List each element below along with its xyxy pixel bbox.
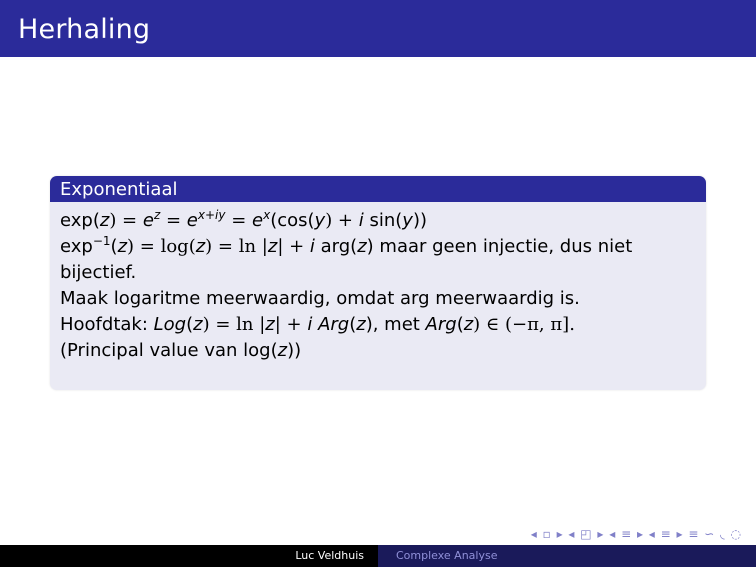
text: = [160, 210, 187, 231]
text: ) = [109, 210, 143, 231]
block-title: Exponentiaal [50, 176, 706, 202]
var: z [193, 314, 203, 335]
superscript: x+iy [197, 208, 226, 222]
text-line-6 [60, 338, 696, 364]
var: z [99, 210, 110, 231]
text: ) = ln | [205, 236, 268, 257]
text: | + [277, 236, 310, 257]
var: z [357, 236, 367, 257]
var: z [356, 314, 366, 335]
block-body [50, 202, 706, 364]
text: ( [349, 314, 357, 335]
var: Arg [425, 314, 457, 335]
text-line-4: Maak logaritme meerwaardig, omdat arg meerwaardig is. [60, 288, 580, 309]
var: z [463, 314, 474, 335]
text: | + [274, 314, 308, 335]
var: z [267, 236, 278, 257]
text: (Principal value van log( [60, 340, 278, 361]
formula-line-2 [60, 234, 696, 260]
footer-course: Complexe Analyse [378, 545, 756, 567]
var: z [277, 340, 288, 361]
text: ) + [325, 210, 359, 231]
superscript: z [153, 208, 161, 222]
text: ), met [365, 314, 426, 335]
text: )) [412, 210, 427, 231]
text: ) maar geen injectie, dus niet [366, 236, 633, 257]
formula-line-1 [60, 208, 696, 234]
var: i [307, 314, 313, 335]
var: z [195, 236, 206, 257]
var: e [252, 210, 264, 231]
text: arg( [314, 236, 358, 257]
text: sin( [363, 210, 403, 231]
text: exp( [60, 210, 100, 231]
text: ( [456, 314, 464, 335]
text: exp [60, 236, 93, 257]
text: ( [186, 314, 194, 335]
text: ) = ln | [202, 314, 266, 335]
text: ) = log( [127, 236, 196, 257]
superscript: x [263, 208, 271, 222]
superscript: −1 [92, 234, 111, 248]
var: z [117, 236, 128, 257]
text: )) [287, 340, 302, 361]
footer-author: Luc Veldhuis [0, 545, 378, 567]
text: Hoofdtak: [60, 314, 154, 335]
var: e [142, 210, 154, 231]
formula-line-5 [60, 312, 696, 338]
definition-block [50, 176, 706, 390]
var: Log [153, 314, 187, 335]
slide-title: Herhaling [18, 14, 151, 45]
text: ) ∈ (−π, π]. [473, 314, 575, 335]
var: Arg [318, 314, 350, 335]
text: = [225, 210, 252, 231]
beamer-navigation-icons[interactable]: ◂ ▫ ▸ ◂ ◰ ▸ ◂ ≡ ▸ ◂ ≡ ▸ ≡ ∽ ◟ ◌ [530, 527, 742, 541]
footer [0, 545, 756, 567]
var: i [358, 210, 364, 231]
var: i [309, 236, 315, 257]
var: y [314, 210, 326, 231]
slide-title-bar [0, 0, 756, 57]
text-line-3: bijectief. [60, 262, 137, 283]
text: ( [110, 236, 118, 257]
var: e [186, 210, 198, 231]
var: z [265, 314, 275, 335]
var: y [402, 210, 413, 231]
text: (cos( [270, 210, 315, 231]
